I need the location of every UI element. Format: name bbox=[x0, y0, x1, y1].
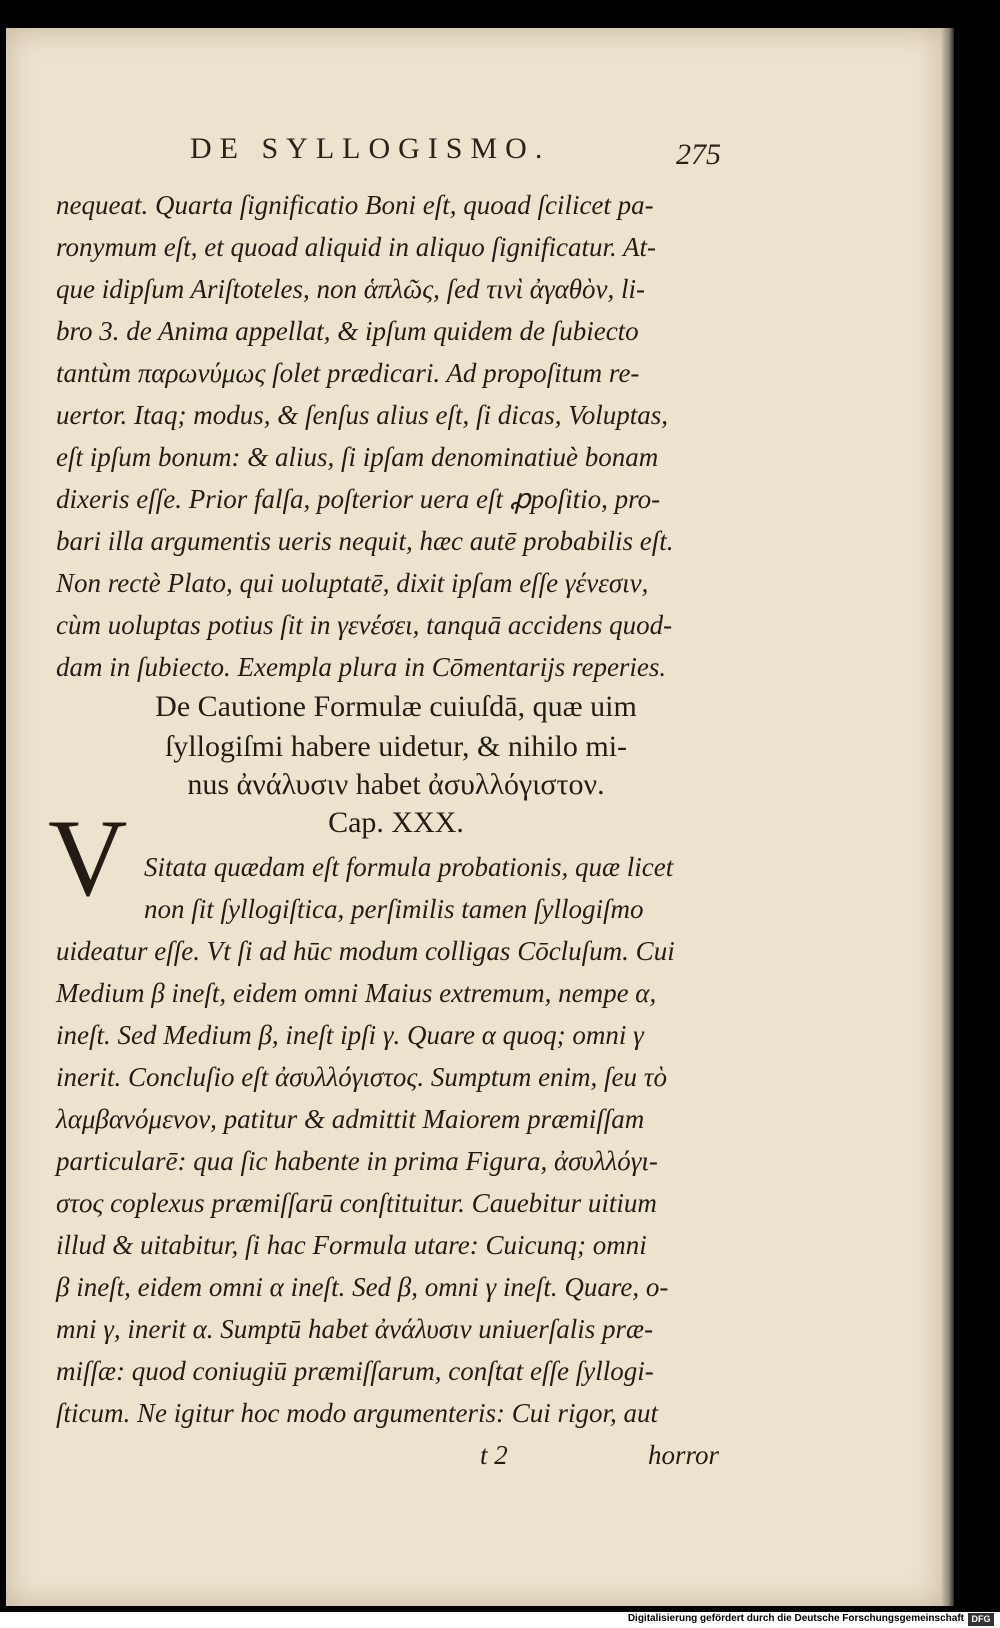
chapter-line: non ſit ſyllogiſtica, perſimilis tamen ſyllogiſmo bbox=[144, 894, 644, 924]
chapter-line: inerit. Concluſio eſt ἀσυλλόγιστος. Sumptum enim, ſeu τὸ bbox=[56, 1062, 667, 1092]
signature-mark: t 2 bbox=[480, 1440, 508, 1470]
chapter-line: particularē: qua ſic habente in prima Figura, ἀσυλλόγι- bbox=[56, 1146, 658, 1176]
chapter-line: λαμβανόμενον, patitur & admittit Maiorem præmiſſam bbox=[56, 1104, 645, 1134]
body-line: uertor. Itaq; modus, & ſenſus alius eſt, ſi dicas, Voluptas, bbox=[56, 400, 668, 430]
digitization-credit: Digitalisierung gefördert durch die Deutsche Forschungsgemeinschaft bbox=[627, 1613, 964, 1624]
body-line: eſt ipſum bonum: & alius, ſi ipſam denominatiuè bonam bbox=[56, 442, 659, 472]
chapter-label: Cap. XXX. bbox=[328, 806, 464, 839]
chapter-line: ineſt. Sed Medium β, ineſt ipſi γ. Quare α quoq; omni γ bbox=[56, 1020, 644, 1050]
body-line: nequeat. Quarta ſignificatio Boni eſt, quoad ſcilicet pa- bbox=[56, 190, 654, 220]
chapter-line: β ineſt, eidem omni α ineſt. Sed β, omni γ ineſt. Quare, o- bbox=[56, 1272, 669, 1302]
body-line: tantùm παρωνύμως ſolet prædicari. Ad propoſitum re- bbox=[56, 358, 640, 388]
body-line: ronymum eſt, et quoad aliquid in aliquo ſignificatur. At- bbox=[56, 232, 656, 262]
page-edge bbox=[942, 28, 954, 1606]
catchword: horror bbox=[648, 1440, 720, 1470]
body-line: dixeris eſſe. Prior falſa, poſterior uera eſt ꝓpoſitio, pro- bbox=[56, 484, 661, 514]
drop-cap: V bbox=[48, 797, 128, 919]
chapter-line: στος coplexus præmiſſarū conſtituitur. Cauebitur uitium bbox=[56, 1188, 657, 1218]
dfg-logo: DFG bbox=[968, 1613, 994, 1626]
chapter-heading-line: ſyllogiſmi habere uidetur, & nihilo mi- bbox=[164, 730, 628, 763]
chapter-line: Sitata quædam eſt formula probationis, quæ licet bbox=[144, 852, 674, 882]
chapter-line: mni γ, inerit α. Sumptū habet ἀνάλυσιν uniuerſalis præ- bbox=[56, 1314, 654, 1344]
body-line: bari illa argumentis ueris nequit, hæc autē probabilis eſt. bbox=[56, 526, 674, 556]
chapter-line: miſſæ: quod coniugiū præmiſſarum, conſtat eſſe ſyllogi- bbox=[56, 1356, 654, 1386]
chapter-line: Medium β ineſt, eidem omni Maius extremum, nempe α, bbox=[56, 978, 657, 1008]
running-head: DE SYLLOGISMO. bbox=[190, 132, 551, 165]
chapter-line: illud & uitabitur, ſi hac Formula utare: Cuicunq; omni bbox=[56, 1230, 647, 1260]
body-line: que idipſum Ariſtoteles, non ἁπλῶς, ſed τινὶ ἀγαθὸν, li- bbox=[56, 274, 646, 304]
body-line: dam in ſubiecto. Exempla plura in Cōmentarijs reperies. bbox=[56, 652, 667, 682]
chapter-line: uideatur eſſe. Vt ſi ad hūc modum colligas Cōcluſum. Cui bbox=[56, 936, 675, 966]
body-line: Non rectè Plato, qui uoluptatē, dixit ipſam eſſe γένεσιν, bbox=[56, 568, 649, 598]
body-line: cùm uoluptas potius ſit in γενέσει, tanquā accidens quod- bbox=[56, 610, 673, 640]
chapter-line: ſticum. Ne igitur hoc modo argumenteris: Cui rigor, aut bbox=[56, 1398, 658, 1428]
page-number: 275 bbox=[676, 138, 721, 171]
body-line: bro 3. de Anima appellat, & ipſum quidem de ſubiecto bbox=[56, 316, 639, 346]
chapter-heading-line: nus ἀνάλυσιν habet ἀσυλλόγιστον. bbox=[187, 768, 605, 801]
chapter-heading-line: De Cautione Formulæ cuiuſdā, quæ uim bbox=[155, 690, 637, 723]
